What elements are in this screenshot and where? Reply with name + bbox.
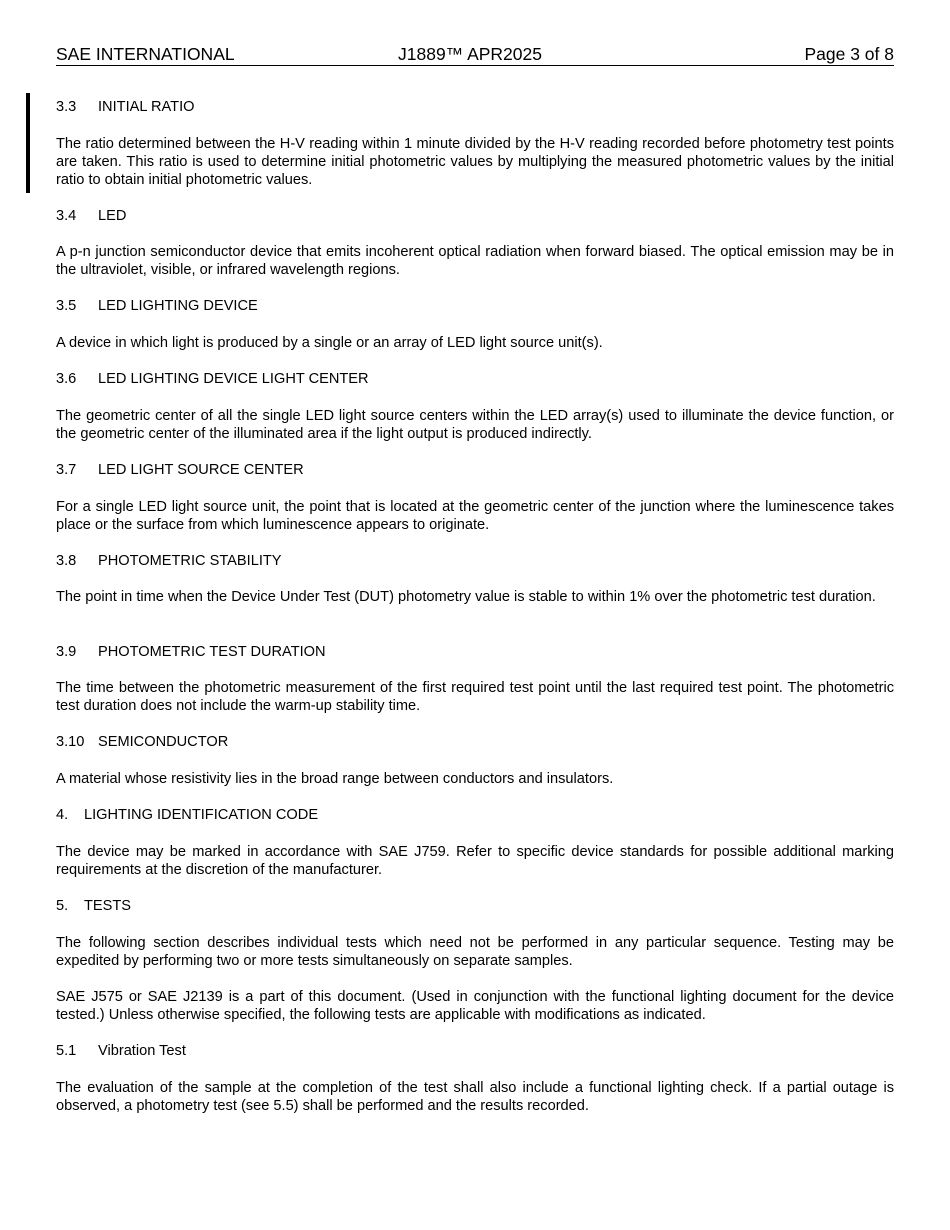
section-title: Vibration Test [98, 1043, 186, 1059]
section-heading-3-7 [56, 461, 304, 479]
section-title: LED LIGHTING DEVICE [98, 298, 258, 314]
section-heading-3-9 [56, 643, 326, 661]
header-page-number: Page 3 of 8 [804, 44, 894, 64]
section-paragraph: The geometric center of all the single LED light source centers within the LED array(s) used to illuminate the device function, or the geometric center of the illuminated area if the light output is produced indirectly. [56, 408, 894, 442]
header-document-id: J1889™ APR2025 [398, 44, 542, 64]
section-heading-5-1 [56, 1042, 186, 1060]
section-paragraph: The device may be marked in accordance with SAE J759. Refer to specific device standards for possible additional marking requirements at the discretion of the manufacturer. [56, 844, 894, 878]
section-heading-3-8 [56, 552, 282, 570]
section-paragraph: The evaluation of the sample at the completion of the test shall also include a functional lighting check. If a partial outage is observed, a photometry test (see 5.5) shall be performed and the results recorded. [56, 1080, 894, 1114]
section-heading-3-10 [56, 733, 228, 751]
section-title: PHOTOMETRIC STABILITY [98, 553, 282, 569]
section-paragraph: For a single LED light source unit, the point that is located at the geometric center of the junction where the luminescence takes place or the surface from which luminescence appears to originate. [56, 499, 894, 533]
section-title: TESTS [84, 898, 132, 914]
section-heading-3-5 [56, 297, 258, 315]
section-paragraph: A device in which light is produced by a single or an array of LED light source unit(s). [56, 335, 603, 351]
header-organization: SAE INTERNATIONAL [56, 44, 235, 64]
section-heading-3-3 [56, 98, 195, 116]
section-number: 3.10 [56, 734, 85, 750]
section-paragraph: The ratio determined between the H-V reading within 1 minute divided by the H-V reading recorded before photometry test points are taken. This ratio is used to determine initial photometric values by multiplying the measured photometric values by the initial ratio to obtain initial photometric values. [56, 136, 894, 188]
section-title: SEMICONDUCTOR [98, 734, 229, 750]
section-paragraph: A material whose resistivity lies in the broad range between conductors and insulators. [56, 771, 614, 787]
section-paragraph: The point in time when the Device Under Test (DUT) photometry value is stable to within 1% over the photometric test duration. [56, 589, 876, 605]
section-number: 4. [56, 807, 69, 823]
section-number: 3.4 [56, 208, 77, 224]
section-number: 5.1 [56, 1043, 77, 1059]
section-paragraph: The following section describes individual tests which need not be performed in any particular sequence. Testing may be expedited by performing two or more tests simultaneously on separate samples. [56, 935, 894, 969]
section-title: LED LIGHTING DEVICE LIGHT CENTER [98, 371, 369, 387]
section-title: LED LIGHT SOURCE CENTER [98, 462, 304, 478]
section-heading-3-4 [56, 207, 126, 225]
section-title: LIGHTING IDENTIFICATION CODE [84, 807, 319, 823]
section-title: LED [98, 208, 127, 224]
section-heading-3-6 [56, 370, 369, 388]
section-title: INITIAL RATIO [98, 99, 195, 115]
revision-change-bar [26, 93, 30, 193]
section-title: PHOTOMETRIC TEST DURATION [98, 644, 326, 660]
section-number: 3.3 [56, 99, 77, 115]
section-number: 3.7 [56, 462, 77, 478]
section-number: 3.6 [56, 371, 77, 387]
section-number: 3.5 [56, 298, 77, 314]
section-paragraph: A p-n junction semiconductor device that emits incoherent optical radiation when forward biased. The optical emission may be in the ultraviolet, visible, or infrared wavelength regions. [56, 244, 894, 278]
section-heading-4 [56, 806, 318, 824]
page-header [56, 44, 894, 66]
section-number: 5. [56, 898, 69, 914]
section-paragraph: The time between the photometric measurement of the first required test point until the last required test point. The photometric test duration does not include the warm-up stability time. [56, 680, 894, 714]
section-number: 3.9 [56, 644, 77, 660]
section-paragraph: SAE J575 or SAE J2139 is a part of this document. (Used in conjunction with the functional lighting document for the device tested.) Unless otherwise specified, the following tests are applicable with modifications as indicated. [56, 989, 894, 1023]
section-number: 3.8 [56, 553, 77, 569]
section-heading-5 [56, 897, 131, 915]
